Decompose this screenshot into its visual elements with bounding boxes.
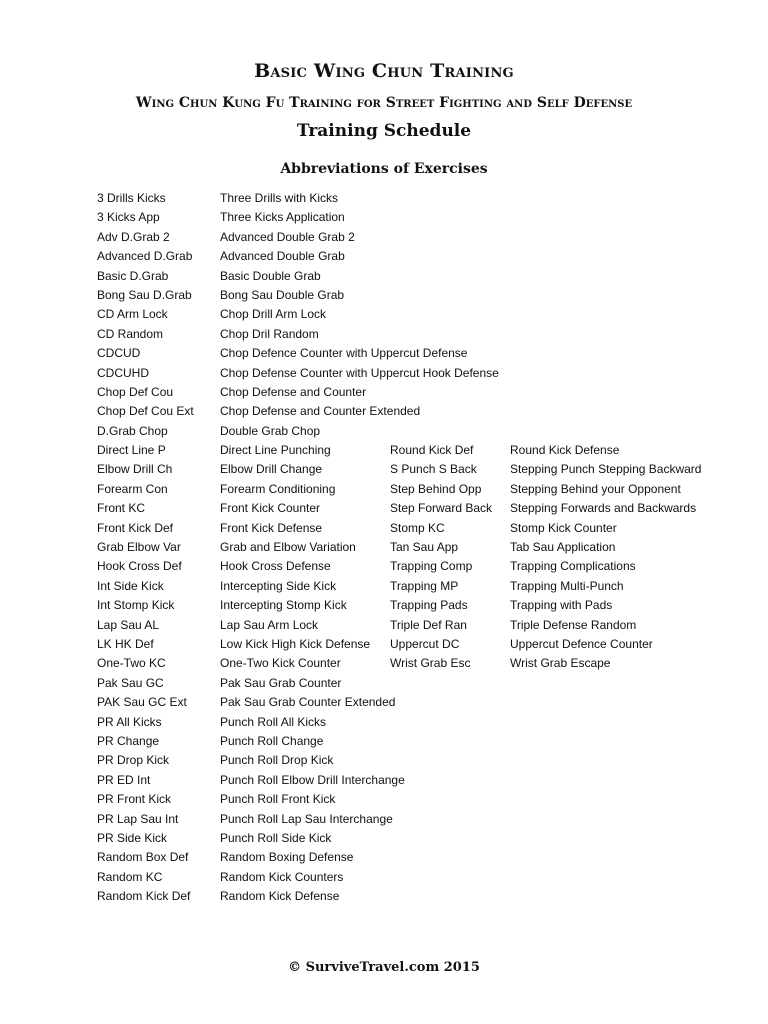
list-item: Advanced D.Grab	[97, 249, 193, 264]
list-item: Punch Roll Elbow Drill Interchange	[220, 772, 405, 787]
footer-copyright: © SurviveTravel.com 2015	[288, 960, 480, 975]
list-item: S Punch S Back	[390, 462, 477, 477]
list-item: Basic Double Grab	[220, 268, 321, 283]
list-item: Hook Cross Def	[97, 559, 182, 574]
list-item: CD Random	[97, 326, 164, 341]
list-item: D.Grab Chop	[97, 423, 168, 438]
list-item: Grab and Elbow Variation	[220, 540, 356, 555]
list-item: Grab Elbow Var	[97, 540, 181, 555]
list-item: Front Kick Defense	[220, 520, 323, 535]
list-item: Uppercut DC	[390, 636, 460, 651]
list-item: Random Box Def	[97, 850, 189, 865]
list-item: Tan Sau App	[390, 539, 459, 554]
list-item: Stepping Forwards and Backwards	[510, 501, 697, 516]
list-item: Trapping Comp	[390, 559, 473, 574]
list-item: Pak Sau GC	[97, 675, 164, 690]
list-item: Advanced Double Grab	[220, 249, 345, 264]
list-item: Random Kick Def	[97, 889, 191, 904]
list-item: Punch Roll All Kicks	[220, 714, 327, 729]
list-item: Pak Sau Grab Counter Extended	[220, 695, 396, 710]
list-item: Elbow Drill Ch	[97, 462, 173, 477]
abbreviation-column-right	[390, 441, 492, 674]
list-item: Lap Sau Arm Lock	[220, 617, 319, 632]
schedule-heading: Training Schedule	[296, 121, 472, 141]
meaning-column-right	[510, 441, 701, 674]
list-item: Three Drills with Kicks	[220, 191, 339, 205]
list-item: Chop Drill Arm Lock	[220, 307, 327, 322]
list-item: Random KC	[97, 869, 163, 884]
list-item: Wrist Grab Escape	[510, 656, 611, 671]
list-item: Chop Defense and Counter Extended	[220, 404, 421, 419]
list-item: Bong Sau D.Grab	[97, 287, 192, 302]
list-item: PR ED Int	[97, 772, 151, 787]
list-item: PR Drop Kick	[97, 753, 170, 768]
list-item: Chop Defence Counter with Uppercut Defense	[220, 346, 468, 361]
list-item: Adv D.Grab 2	[97, 229, 170, 244]
list-item: Chop Def Cou	[97, 384, 174, 399]
list-item: 3 Kicks App	[97, 210, 160, 225]
list-item: Front Kick Def	[97, 520, 174, 535]
list-item: Intercepting Stomp Kick	[220, 598, 347, 613]
list-item: Forearm Conditioning	[220, 481, 336, 496]
list-item: Forearm Con	[97, 481, 168, 496]
list-item: Wrist Grab Esc	[390, 656, 471, 671]
list-item: Random Kick Counters	[220, 869, 344, 884]
list-item: Triple Def Ran	[390, 617, 467, 632]
list-item: LK HK Def	[97, 636, 154, 651]
list-item: Front KC	[97, 501, 146, 516]
list-item: Double Grab Chop	[220, 423, 321, 438]
list-item: Front Kick Counter	[220, 501, 321, 516]
list-item: PR Side Kick	[97, 830, 168, 845]
list-item: CDCUD	[97, 346, 141, 361]
list-item: Chop Defense Counter with Uppercut Hook Defense	[220, 365, 499, 380]
list-item: Punch Roll Lap Sau Interchange	[220, 811, 393, 826]
list-item: Chop Def Cou Ext	[97, 404, 194, 419]
list-item: Pak Sau Grab Counter	[220, 675, 342, 690]
list-item: Chop Dril Random	[220, 326, 319, 341]
page-subtitle: Wing Chun Kung Fu Training for Street Fighting and Self Defense	[135, 95, 633, 111]
list-item: Round Kick Def	[390, 443, 474, 457]
list-item: PR Lap Sau Int	[97, 811, 179, 826]
list-item: Random Boxing Defense	[220, 850, 354, 865]
list-item: Three Kicks Application	[220, 210, 345, 225]
list-item: Direct Line P	[97, 443, 166, 458]
abbreviation-column-left	[97, 189, 194, 906]
list-item: PAK Sau GC Ext	[97, 695, 187, 710]
list-item: Stepping Punch Stepping Backward	[510, 462, 702, 477]
section-heading: Abbreviations of Exercises	[280, 161, 488, 177]
list-item: Trapping Complications	[510, 559, 636, 574]
list-item: Hook Cross Defense	[220, 559, 331, 574]
list-item: Stomp KC	[390, 520, 445, 535]
list-item: Lap Sau AL	[97, 617, 160, 632]
list-item: Basic D.Grab	[97, 268, 169, 283]
list-item: PR All Kicks	[97, 714, 162, 729]
list-item: Trapping Multi-Punch	[510, 578, 624, 593]
list-item: Int Side Kick	[97, 578, 164, 593]
list-item: CD Arm Lock	[97, 307, 168, 322]
list-item: Trapping MP	[390, 578, 459, 593]
list-item: Round Kick Defense	[510, 443, 620, 457]
list-item: Stomp Kick Counter	[510, 520, 617, 535]
list-item: Triple Defense Random	[510, 617, 637, 632]
list-item: Trapping Pads	[390, 598, 468, 613]
list-item: CDCUHD	[97, 365, 149, 380]
list-item: Direct Line Punching	[220, 443, 331, 458]
list-item: Low Kick High Kick Defense	[220, 636, 371, 651]
list-item: Step Forward Back	[390, 501, 493, 516]
list-item: Advanced Double Grab 2	[220, 229, 355, 244]
list-item: Punch Roll Drop Kick	[220, 753, 334, 768]
list-item: Punch Roll Side Kick	[220, 830, 332, 845]
list-item: Random Kick Defense	[220, 889, 340, 904]
list-item: Tab Sau Application	[510, 539, 616, 554]
list-item: Chop Defense and Counter	[220, 384, 367, 399]
list-item: Step Behind Opp	[390, 481, 482, 496]
list-item: Elbow Drill Change	[220, 462, 323, 477]
list-item: Intercepting Side Kick	[220, 578, 337, 593]
list-item: 3 Drills Kicks	[97, 191, 166, 205]
list-item: Punch Roll Front Kick	[220, 792, 336, 807]
page-title: Basic Wing Chun Training	[254, 60, 514, 82]
list-item: Trapping with Pads	[510, 598, 613, 613]
list-item: Int Stomp Kick	[97, 598, 175, 613]
list-item: Uppercut Defence Counter	[510, 636, 653, 651]
list-item: PR Change	[97, 733, 160, 748]
list-item: One-Two Kick Counter	[220, 656, 341, 671]
list-item: PR Front Kick	[97, 792, 172, 807]
list-item: Stepping Behind your Opponent	[510, 481, 681, 496]
list-item: One-Two KC	[97, 656, 166, 671]
list-item: Bong Sau Double Grab	[220, 287, 345, 302]
list-item: Punch Roll Change	[220, 733, 324, 748]
